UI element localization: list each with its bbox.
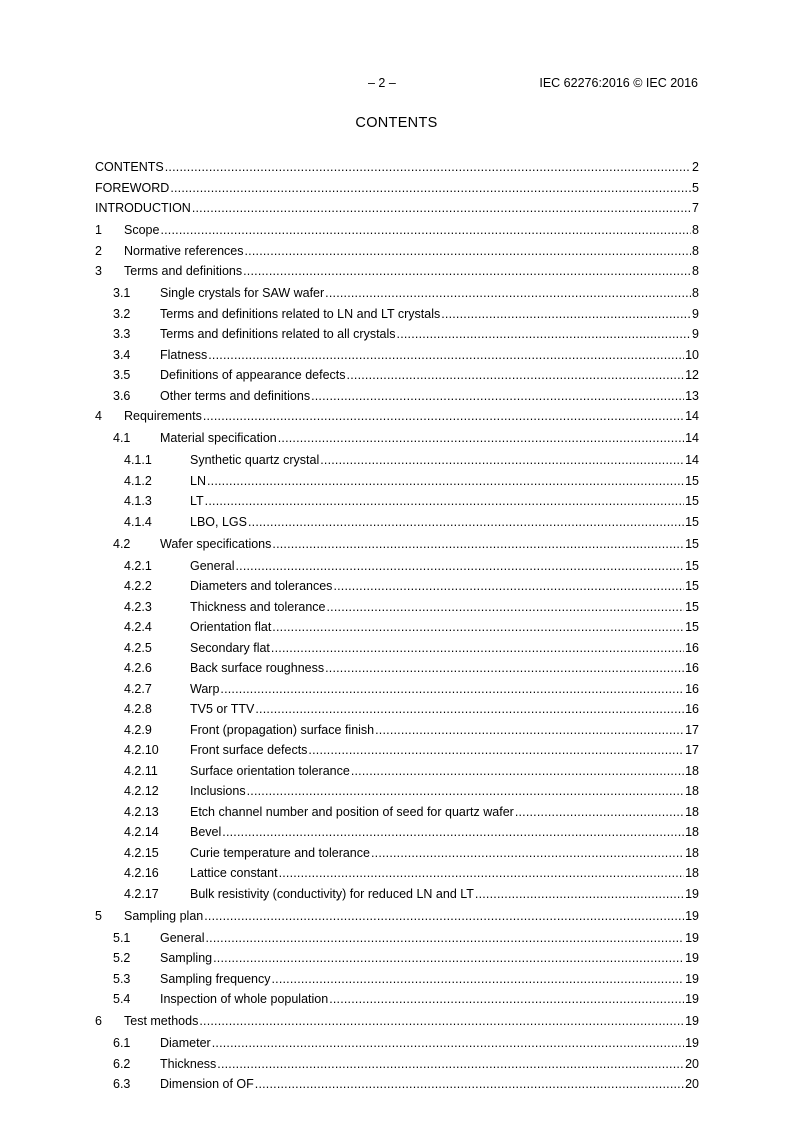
toc-entry[interactable] — [95, 929, 699, 950]
toc-entry-title: Warp — [190, 681, 220, 696]
dot-leader — [222, 824, 684, 840]
toc-entry-number: 3 — [95, 264, 102, 278]
toc-entry-number: 4.2.16 — [124, 866, 159, 880]
toc-entry[interactable] — [95, 1034, 699, 1055]
toc-entry-number: 4.2.17 — [124, 886, 159, 901]
toc-entry-number: 5.4 — [113, 992, 131, 1006]
toc-entry[interactable] — [95, 970, 699, 991]
toc-entry-page: 10 — [685, 347, 699, 362]
toc-entry-line — [160, 285, 699, 301]
toc-entry-number: 6.1 — [113, 1036, 131, 1050]
toc-entry-page: 7 — [692, 201, 699, 215]
toc-entry-title: Dimension of OF — [160, 1077, 254, 1091]
dot-leader — [217, 1056, 684, 1072]
toc-entry-title: Definitions of appearance defects — [160, 368, 346, 382]
toc-entry-title: Bulk resistivity (conductivity) for reduced LN and LT — [190, 886, 474, 901]
toc-entry-number: 3.2 — [113, 306, 131, 321]
toc-entry-line — [124, 1013, 699, 1029]
toc-entry[interactable] — [95, 366, 699, 387]
toc-entry-number: 5.2 — [113, 951, 131, 965]
toc-entry-number: 4.2.10 — [124, 743, 159, 757]
toc-entry-title: FOREWORD — [95, 180, 170, 195]
dot-leader — [192, 200, 691, 216]
dot-leader — [255, 701, 684, 717]
toc-entry[interactable] — [95, 844, 699, 865]
toc-entry-line — [95, 200, 699, 216]
toc-entry-page: 8 — [692, 243, 699, 258]
toc-entry[interactable] — [95, 1012, 699, 1033]
toc-entry-page: 14 — [685, 453, 699, 467]
toc-entry-page: 16 — [685, 640, 699, 655]
toc-entry-page: 15 — [685, 473, 699, 488]
toc-entry-line — [124, 222, 699, 238]
toc-entry-title: Thickness — [160, 1056, 217, 1071]
dot-leader — [371, 845, 684, 861]
dot-leader — [311, 388, 684, 404]
toc-entry-title: General — [190, 558, 235, 573]
toc-entry-page: 15 — [685, 536, 699, 551]
toc-entry-line — [124, 243, 699, 259]
toc-entry-page: 20 — [685, 1077, 699, 1091]
dot-leader — [272, 536, 684, 552]
toc-entry-line — [124, 908, 699, 924]
toc-entry-page: 5 — [692, 180, 699, 195]
toc-entry-title: LT — [190, 494, 204, 508]
toc-entry-number: 4.2.14 — [124, 825, 159, 839]
toc-entry-line — [190, 578, 699, 594]
toc-entry-line — [124, 263, 699, 279]
toc-entry-page: 16 — [685, 702, 699, 716]
toc-entry-page: 17 — [685, 743, 699, 757]
toc-entry-title: Material specification — [160, 431, 277, 445]
toc-entry-line — [95, 180, 699, 196]
toc-entry-line — [190, 763, 699, 779]
toc-entry-line — [190, 845, 699, 861]
dot-leader — [247, 783, 685, 799]
toc-entry-title: Back surface roughness — [190, 661, 325, 675]
toc-entry[interactable] — [95, 823, 699, 844]
toc-entry[interactable] — [95, 492, 699, 513]
dot-leader — [351, 763, 684, 779]
toc-entry[interactable] — [95, 557, 699, 578]
toc-entry-title: Terms and definitions related to LN and LT crystals — [160, 306, 441, 321]
toc-entry-number: 5.3 — [113, 971, 131, 986]
toc-entry-title: Curie temperature and tolerance — [190, 845, 370, 860]
toc-entry-line — [160, 536, 699, 552]
toc-entry-title: Diameters and tolerances — [190, 579, 333, 593]
dot-leader — [279, 865, 685, 881]
dot-leader — [475, 886, 684, 902]
toc-entry-page: 15 — [685, 494, 699, 508]
toc-entry[interactable] — [95, 535, 699, 556]
page-title: CONTENTS — [355, 115, 438, 131]
toc-entry-line — [190, 619, 699, 635]
toc-entry-page: 20 — [685, 1056, 699, 1071]
dot-leader — [205, 930, 684, 946]
toc-entry-page: 2 — [692, 160, 699, 174]
toc-entry-line — [160, 306, 699, 322]
toc-entry-page: 19 — [685, 1014, 699, 1028]
toc-entry[interactable] — [95, 387, 699, 408]
toc-entry-line — [190, 824, 699, 840]
toc-entry-number: 5.1 — [113, 930, 131, 945]
toc-entry-page: 19 — [685, 1036, 699, 1050]
toc-entry-title: Wafer specifications — [160, 536, 272, 551]
table-of-contents — [95, 158, 699, 1096]
dot-leader — [255, 1076, 684, 1092]
toc-entry-line — [190, 473, 699, 489]
toc-entry-page: 8 — [692, 223, 699, 237]
toc-entry-line — [190, 804, 699, 820]
toc-entry-number: 6.2 — [113, 1056, 131, 1071]
dot-leader — [207, 473, 684, 489]
page-header — [95, 76, 698, 92]
toc-entry-page: 16 — [685, 661, 699, 675]
dot-leader — [278, 430, 684, 446]
dot-leader — [271, 971, 684, 987]
toc-entry[interactable] — [95, 472, 699, 493]
toc-entry-number: 4.2 — [113, 536, 131, 551]
toc-entry-number: 4.2.12 — [124, 784, 159, 798]
toc-entry-title: Thickness and tolerance — [190, 599, 326, 614]
toc-entry-line — [190, 660, 699, 676]
toc-entry[interactable] — [95, 680, 699, 701]
toc-entry[interactable] — [95, 700, 699, 721]
toc-entry-page: 19 — [685, 951, 699, 965]
toc-entry-number: 4.2.7 — [124, 681, 152, 696]
toc-entry-number: 4.2.11 — [124, 763, 158, 778]
dot-leader — [243, 263, 691, 279]
toc-entry-line — [160, 1056, 699, 1072]
toc-entry-line — [160, 347, 699, 363]
toc-entry-line — [160, 1035, 699, 1051]
toc-entry-number: 4.2.9 — [124, 722, 152, 737]
standard-reference: IEC 62276:2016 © IEC 2016 — [539, 76, 698, 90]
toc-entry-line — [160, 326, 699, 342]
toc-entry[interactable] — [95, 262, 699, 283]
toc-entry-number: 4.2.4 — [124, 620, 152, 634]
toc-entry-line — [160, 930, 699, 946]
toc-entry[interactable] — [95, 721, 699, 742]
dot-leader — [199, 1013, 684, 1029]
toc-entry-title: Front surface defects — [190, 743, 308, 757]
toc-entry[interactable] — [95, 741, 699, 762]
toc-entry-number: 4.1 — [113, 431, 131, 445]
toc-entry-title: LN — [190, 473, 206, 488]
toc-entry-page: 15 — [685, 514, 699, 529]
toc-entry-title: Diameter — [160, 1036, 211, 1050]
toc-entry-title: Front (propagation) surface finish — [190, 722, 375, 737]
toc-entry-number: 4.1.4 — [124, 514, 152, 529]
toc-entry-line — [190, 493, 699, 509]
toc-entry-line — [160, 388, 699, 404]
toc-entry-line — [190, 681, 699, 697]
dot-leader — [204, 908, 684, 924]
dot-leader — [271, 640, 684, 656]
toc-entry-number: 1 — [95, 223, 102, 237]
toc-entry[interactable] — [95, 803, 699, 824]
toc-entry-title: General — [160, 930, 205, 945]
toc-entry[interactable] — [95, 577, 699, 598]
dot-leader — [235, 558, 684, 574]
toc-entry-page: 8 — [692, 286, 699, 300]
dot-leader — [272, 619, 684, 635]
toc-entry[interactable] — [95, 305, 699, 326]
dot-leader — [347, 367, 685, 383]
toc-entry-line — [160, 1076, 699, 1092]
toc-entry-title: Other terms and definitions — [160, 388, 311, 403]
dot-leader — [205, 493, 684, 509]
dot-leader — [212, 1035, 684, 1051]
toc-entry-number: 4.1.3 — [124, 494, 152, 508]
toc-entry-page: 15 — [685, 558, 699, 573]
toc-entry-number: 4.2.15 — [124, 845, 159, 860]
toc-entry-number: 3.4 — [113, 347, 131, 362]
toc-entry[interactable] — [95, 639, 699, 660]
toc-entry[interactable] — [95, 513, 699, 534]
dot-leader — [213, 950, 684, 966]
toc-entry-title: Sampling plan — [124, 908, 204, 923]
dot-leader — [397, 326, 692, 342]
dot-leader — [441, 306, 691, 322]
toc-entry-title: Terms and definitions — [124, 264, 243, 278]
toc-entry-page: 15 — [685, 579, 699, 593]
toc-entry-title: Secondary flat — [190, 640, 270, 655]
toc-entry-line — [190, 599, 699, 615]
toc-entry-title: LBO, LGS — [190, 514, 247, 529]
toc-entry[interactable] — [95, 451, 699, 472]
toc-entry[interactable] — [95, 864, 699, 885]
toc-entry[interactable] — [95, 762, 699, 783]
toc-entry-title: Orientation flat — [190, 620, 272, 634]
toc-entry-number: 6.3 — [113, 1077, 131, 1091]
toc-entry[interactable] — [95, 782, 699, 803]
toc-entry-line — [190, 558, 699, 574]
toc-entry-line — [190, 886, 699, 902]
dot-leader — [170, 180, 691, 196]
dot-leader — [248, 514, 684, 530]
toc-entry-title: Requirements — [124, 409, 202, 423]
toc-entry[interactable] — [95, 949, 699, 970]
toc-entry-page: 15 — [685, 599, 699, 614]
toc-entry-page: 19 — [685, 971, 699, 986]
toc-entry[interactable] — [95, 1075, 699, 1096]
toc-entry-line — [124, 408, 699, 424]
toc-entry-number: 3.1 — [113, 286, 131, 300]
toc-entry-line — [95, 159, 699, 175]
dot-leader — [325, 285, 691, 301]
toc-entry-line — [190, 742, 699, 758]
toc-entry-number: 3.5 — [113, 368, 131, 382]
dot-leader — [320, 452, 684, 468]
toc-entry-number: 3.3 — [113, 327, 131, 341]
toc-entry-number: 5 — [95, 908, 102, 923]
toc-entry[interactable] — [95, 907, 699, 928]
toc-entry-title: CONTENTS — [95, 160, 164, 174]
toc-entry-number: 6 — [95, 1014, 102, 1028]
toc-entry-number: 4.2.8 — [124, 702, 152, 716]
dot-leader — [327, 599, 685, 615]
toc-entry-number: 3.6 — [113, 388, 131, 403]
toc-entry-title: Synthetic quartz crystal — [190, 453, 320, 467]
toc-entry-page: 19 — [685, 930, 699, 945]
toc-entry-page: 14 — [685, 431, 699, 445]
toc-entry[interactable] — [95, 242, 699, 263]
toc-entry-line — [160, 430, 699, 446]
toc-entry-line — [160, 367, 699, 383]
toc-entry-page: 19 — [685, 908, 699, 923]
toc-entry-page: 19 — [685, 886, 699, 901]
toc-entry-line — [160, 950, 699, 966]
toc-entry[interactable] — [95, 284, 699, 305]
page-number: – 2 – — [368, 76, 396, 90]
toc-entry-line — [190, 640, 699, 656]
toc-entry[interactable] — [95, 659, 699, 680]
toc-entry-line — [190, 865, 699, 881]
toc-entry-number: 4 — [95, 409, 102, 423]
toc-entry[interactable] — [95, 346, 699, 367]
toc-entry[interactable] — [95, 885, 699, 906]
toc-entry-title: Lattice constant — [190, 866, 278, 880]
toc-entry-page: 15 — [685, 620, 699, 634]
toc-entry-number: 4.2.5 — [124, 640, 152, 655]
toc-entry-line — [190, 722, 699, 738]
dot-leader — [375, 722, 684, 738]
toc-entry-title: Sampling frequency — [160, 971, 271, 986]
toc-entry-number: 2 — [95, 243, 102, 258]
toc-entry-title: Test methods — [124, 1014, 199, 1028]
toc-entry-number: 4.2.1 — [124, 558, 152, 573]
toc-entry-title: Bevel — [190, 825, 222, 839]
toc-entry-page: 19 — [685, 992, 699, 1006]
toc-entry[interactable] — [95, 407, 699, 428]
dot-leader — [208, 347, 684, 363]
toc-entry-page: 8 — [692, 264, 699, 278]
toc-entry-page: 16 — [685, 681, 699, 696]
toc-entry-page: 12 — [685, 368, 699, 382]
toc-entry-line — [190, 783, 699, 799]
toc-entry[interactable] — [95, 325, 699, 346]
dot-leader — [160, 222, 691, 238]
dot-leader — [308, 742, 684, 758]
dot-leader — [515, 804, 684, 820]
dot-leader — [165, 159, 691, 175]
dot-leader — [245, 243, 692, 259]
toc-entry-title: Flatness — [160, 347, 208, 362]
toc-entry-number: 4.2.3 — [124, 599, 152, 614]
toc-entry-title: INTRODUCTION — [95, 201, 191, 215]
toc-entry-page: 18 — [685, 845, 699, 860]
toc-entry-line — [190, 452, 699, 468]
toc-entry[interactable] — [95, 598, 699, 619]
toc-entry-title: Single crystals for SAW wafer — [160, 286, 325, 300]
toc-entry-title: Sampling — [160, 951, 213, 965]
toc-entry-page: 18 — [685, 804, 699, 819]
toc-entry-page: 9 — [692, 306, 699, 321]
toc-entry-line — [190, 514, 699, 530]
toc-entry[interactable] — [95, 990, 699, 1011]
toc-entry[interactable] — [95, 221, 699, 242]
toc-entry-line — [160, 971, 699, 987]
toc-entry-line — [160, 991, 699, 1007]
dot-leader — [325, 660, 684, 676]
toc-entry-number: 4.2.2 — [124, 579, 152, 593]
toc-entry-line — [190, 701, 699, 717]
toc-entry-title: Inspection of whole population — [160, 992, 329, 1006]
toc-entry-number: 4.2.6 — [124, 661, 152, 675]
dot-leader — [220, 681, 684, 697]
toc-entry-page: 18 — [685, 763, 699, 778]
dot-leader — [333, 578, 684, 594]
toc-entry-title: Normative references — [124, 243, 244, 258]
toc-entry-title: Terms and definitions related to all crystals — [160, 327, 396, 341]
toc-entry-title: Surface orientation tolerance — [190, 763, 350, 778]
toc-entry[interactable] — [95, 618, 699, 639]
toc-entry[interactable] — [95, 179, 699, 200]
toc-entry-page: 17 — [685, 722, 699, 737]
toc-entry-number: 4.1.2 — [124, 473, 152, 488]
toc-entry-number: 4.1.1 — [124, 453, 152, 467]
toc-entry-page: 9 — [692, 327, 699, 341]
toc-entry-page: 14 — [685, 409, 699, 423]
dot-leader — [329, 991, 684, 1007]
toc-entry-page: 18 — [685, 784, 699, 798]
toc-entry-number: 4.2.13 — [124, 804, 159, 819]
toc-entry[interactable] — [95, 1055, 699, 1076]
dot-leader — [203, 408, 684, 424]
toc-entry-page: 13 — [685, 388, 699, 403]
toc-entry-page: 18 — [685, 825, 699, 839]
toc-entry-page: 18 — [685, 866, 699, 880]
toc-entry-title: Inclusions — [190, 784, 246, 798]
toc-entry[interactable] — [95, 158, 699, 179]
toc-entry-title: TV5 or TTV — [190, 702, 255, 716]
toc-entry[interactable] — [95, 199, 699, 220]
toc-entry[interactable] — [95, 429, 699, 450]
toc-entry-title: Etch channel number and position of seed for quartz wafer — [190, 804, 514, 819]
toc-entry-title: Scope — [124, 223, 160, 237]
